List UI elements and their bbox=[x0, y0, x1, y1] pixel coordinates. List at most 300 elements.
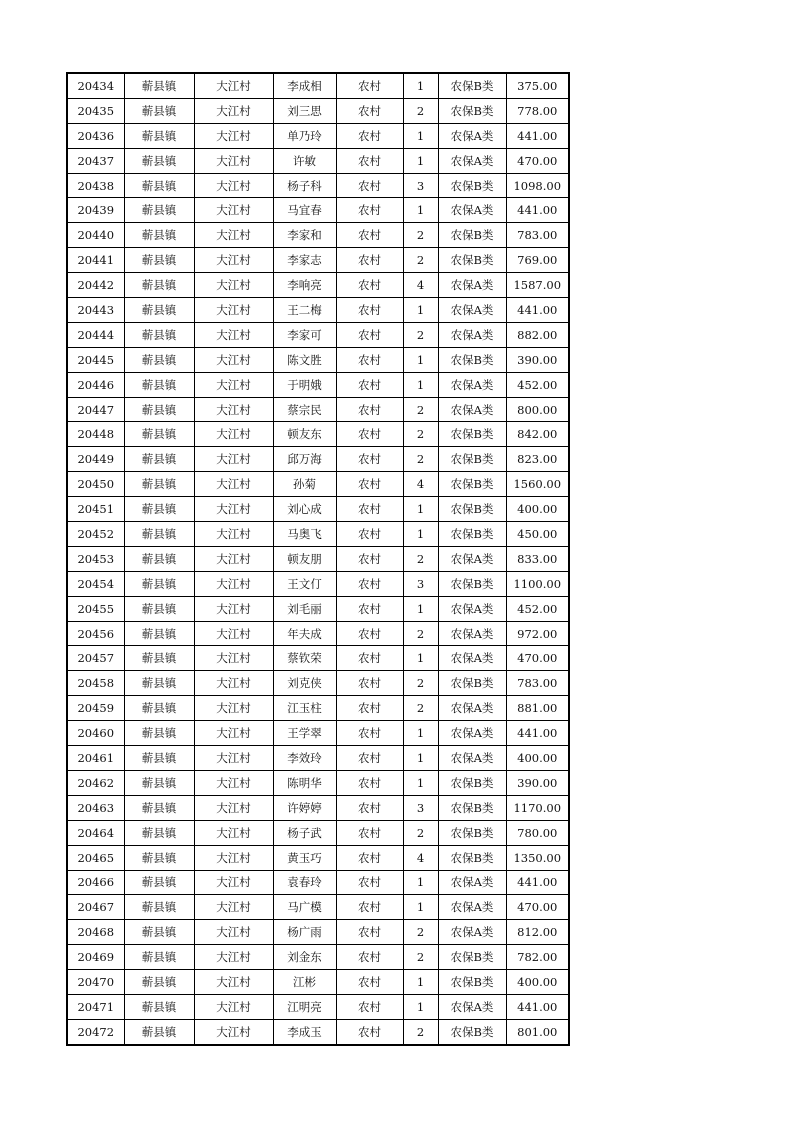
amount-cell: 783.00 bbox=[506, 223, 569, 248]
member-count-cell: 2 bbox=[403, 322, 438, 347]
record-id-cell: 20442 bbox=[67, 273, 124, 298]
household-type-cell: 农村 bbox=[336, 646, 403, 671]
village-cell: 大江村 bbox=[194, 273, 273, 298]
member-count-cell: 1 bbox=[403, 347, 438, 372]
table-row bbox=[67, 746, 569, 771]
household-type-cell: 农村 bbox=[336, 920, 403, 945]
town-cell: 蕲县镇 bbox=[124, 372, 194, 397]
household-type-cell: 农村 bbox=[336, 497, 403, 522]
amount-cell: 769.00 bbox=[506, 248, 569, 273]
amount-cell: 1170.00 bbox=[506, 795, 569, 820]
household-type-cell: 农村 bbox=[336, 73, 403, 98]
name-cell: 刘毛丽 bbox=[273, 596, 336, 621]
household-type-cell: 农村 bbox=[336, 945, 403, 970]
name-cell: 蔡宗民 bbox=[273, 397, 336, 422]
beneficiary-table bbox=[66, 72, 570, 1046]
member-count-cell: 3 bbox=[403, 571, 438, 596]
household-type-cell: 农村 bbox=[336, 298, 403, 323]
table-row bbox=[67, 322, 569, 347]
town-cell: 蕲县镇 bbox=[124, 1019, 194, 1044]
village-cell: 大江村 bbox=[194, 895, 273, 920]
village-cell: 大江村 bbox=[194, 671, 273, 696]
table-row bbox=[67, 870, 569, 895]
town-cell: 蕲县镇 bbox=[124, 945, 194, 970]
table-row bbox=[67, 721, 569, 746]
record-id-cell: 20458 bbox=[67, 671, 124, 696]
record-id-cell: 20452 bbox=[67, 522, 124, 547]
record-id-cell: 20438 bbox=[67, 173, 124, 198]
record-id-cell: 20441 bbox=[67, 248, 124, 273]
record-id-cell: 20464 bbox=[67, 820, 124, 845]
record-id-cell: 20446 bbox=[67, 372, 124, 397]
member-count-cell: 1 bbox=[403, 646, 438, 671]
household-type-cell: 农村 bbox=[336, 671, 403, 696]
amount-cell: 1098.00 bbox=[506, 173, 569, 198]
village-cell: 大江村 bbox=[194, 770, 273, 795]
village-cell: 大江村 bbox=[194, 447, 273, 472]
village-cell: 大江村 bbox=[194, 845, 273, 870]
record-id-cell: 20451 bbox=[67, 497, 124, 522]
member-count-cell: 2 bbox=[403, 920, 438, 945]
village-cell: 大江村 bbox=[194, 422, 273, 447]
town-cell: 蕲县镇 bbox=[124, 322, 194, 347]
table-row bbox=[67, 298, 569, 323]
record-id-cell: 20455 bbox=[67, 596, 124, 621]
amount-cell: 470.00 bbox=[506, 148, 569, 173]
amount-cell: 400.00 bbox=[506, 970, 569, 995]
insurance-category-cell: 农保B类 bbox=[438, 173, 506, 198]
insurance-category-cell: 农保A类 bbox=[438, 920, 506, 945]
table-row bbox=[67, 895, 569, 920]
table-row bbox=[67, 795, 569, 820]
amount-cell: 452.00 bbox=[506, 596, 569, 621]
name-cell: 江玉柱 bbox=[273, 696, 336, 721]
town-cell: 蕲县镇 bbox=[124, 347, 194, 372]
table-row bbox=[67, 472, 569, 497]
name-cell: 马广模 bbox=[273, 895, 336, 920]
amount-cell: 450.00 bbox=[506, 522, 569, 547]
table-row bbox=[67, 596, 569, 621]
household-type-cell: 农村 bbox=[336, 322, 403, 347]
record-id-cell: 20468 bbox=[67, 920, 124, 945]
town-cell: 蕲县镇 bbox=[124, 571, 194, 596]
member-count-cell: 1 bbox=[403, 895, 438, 920]
record-id-cell: 20434 bbox=[67, 73, 124, 98]
insurance-category-cell: 农保B类 bbox=[438, 1019, 506, 1044]
household-type-cell: 农村 bbox=[336, 746, 403, 771]
amount-cell: 778.00 bbox=[506, 98, 569, 123]
village-cell: 大江村 bbox=[194, 1019, 273, 1044]
town-cell: 蕲县镇 bbox=[124, 845, 194, 870]
amount-cell: 441.00 bbox=[506, 721, 569, 746]
table-row bbox=[67, 920, 569, 945]
amount-cell: 441.00 bbox=[506, 994, 569, 1019]
village-cell: 大江村 bbox=[194, 820, 273, 845]
insurance-category-cell: 农保A类 bbox=[438, 994, 506, 1019]
insurance-category-cell: 农保B类 bbox=[438, 497, 506, 522]
table-body bbox=[67, 73, 569, 1045]
name-cell: 顿友朋 bbox=[273, 546, 336, 571]
name-cell: 许敏 bbox=[273, 148, 336, 173]
member-count-cell: 1 bbox=[403, 497, 438, 522]
household-type-cell: 农村 bbox=[336, 248, 403, 273]
household-type-cell: 农村 bbox=[336, 870, 403, 895]
village-cell: 大江村 bbox=[194, 621, 273, 646]
insurance-category-cell: 农保B类 bbox=[438, 347, 506, 372]
household-type-cell: 农村 bbox=[336, 770, 403, 795]
name-cell: 黄玉巧 bbox=[273, 845, 336, 870]
insurance-category-cell: 农保A类 bbox=[438, 397, 506, 422]
village-cell: 大江村 bbox=[194, 123, 273, 148]
insurance-category-cell: 农保A类 bbox=[438, 298, 506, 323]
village-cell: 大江村 bbox=[194, 746, 273, 771]
table-row bbox=[67, 671, 569, 696]
village-cell: 大江村 bbox=[194, 546, 273, 571]
village-cell: 大江村 bbox=[194, 994, 273, 1019]
member-count-cell: 1 bbox=[403, 596, 438, 621]
table-row bbox=[67, 98, 569, 123]
amount-cell: 441.00 bbox=[506, 123, 569, 148]
name-cell: 王文仃 bbox=[273, 571, 336, 596]
table-row bbox=[67, 696, 569, 721]
name-cell: 刘心成 bbox=[273, 497, 336, 522]
member-count-cell: 2 bbox=[403, 945, 438, 970]
insurance-category-cell: 农保A类 bbox=[438, 273, 506, 298]
record-id-cell: 20443 bbox=[67, 298, 124, 323]
amount-cell: 470.00 bbox=[506, 646, 569, 671]
household-type-cell: 农村 bbox=[336, 970, 403, 995]
record-id-cell: 20466 bbox=[67, 870, 124, 895]
amount-cell: 801.00 bbox=[506, 1019, 569, 1044]
town-cell: 蕲县镇 bbox=[124, 895, 194, 920]
household-type-cell: 农村 bbox=[336, 397, 403, 422]
town-cell: 蕲县镇 bbox=[124, 98, 194, 123]
member-count-cell: 1 bbox=[403, 970, 438, 995]
insurance-category-cell: 农保A类 bbox=[438, 621, 506, 646]
town-cell: 蕲县镇 bbox=[124, 198, 194, 223]
insurance-category-cell: 农保A类 bbox=[438, 322, 506, 347]
household-type-cell: 农村 bbox=[336, 1019, 403, 1044]
member-count-cell: 1 bbox=[403, 721, 438, 746]
record-id-cell: 20437 bbox=[67, 148, 124, 173]
insurance-category-cell: 农保A类 bbox=[438, 746, 506, 771]
record-id-cell: 20457 bbox=[67, 646, 124, 671]
insurance-category-cell: 农保A类 bbox=[438, 870, 506, 895]
town-cell: 蕲县镇 bbox=[124, 994, 194, 1019]
village-cell: 大江村 bbox=[194, 173, 273, 198]
name-cell: 马宜春 bbox=[273, 198, 336, 223]
record-id-cell: 20436 bbox=[67, 123, 124, 148]
amount-cell: 812.00 bbox=[506, 920, 569, 945]
member-count-cell: 1 bbox=[403, 198, 438, 223]
village-cell: 大江村 bbox=[194, 870, 273, 895]
name-cell: 杨子武 bbox=[273, 820, 336, 845]
record-id-cell: 20445 bbox=[67, 347, 124, 372]
village-cell: 大江村 bbox=[194, 497, 273, 522]
table-row bbox=[67, 372, 569, 397]
record-id-cell: 20465 bbox=[67, 845, 124, 870]
record-id-cell: 20461 bbox=[67, 746, 124, 771]
record-id-cell: 20472 bbox=[67, 1019, 124, 1044]
table-row bbox=[67, 347, 569, 372]
insurance-category-cell: 农保B类 bbox=[438, 795, 506, 820]
household-type-cell: 农村 bbox=[336, 98, 403, 123]
table-row bbox=[67, 73, 569, 98]
amount-cell: 441.00 bbox=[506, 198, 569, 223]
name-cell: 杨子科 bbox=[273, 173, 336, 198]
town-cell: 蕲县镇 bbox=[124, 795, 194, 820]
record-id-cell: 20467 bbox=[67, 895, 124, 920]
village-cell: 大江村 bbox=[194, 347, 273, 372]
record-id-cell: 20463 bbox=[67, 795, 124, 820]
member-count-cell: 1 bbox=[403, 994, 438, 1019]
member-count-cell: 3 bbox=[403, 173, 438, 198]
town-cell: 蕲县镇 bbox=[124, 397, 194, 422]
name-cell: 江明亮 bbox=[273, 994, 336, 1019]
household-type-cell: 农村 bbox=[336, 596, 403, 621]
member-count-cell: 1 bbox=[403, 870, 438, 895]
record-id-cell: 20435 bbox=[67, 98, 124, 123]
name-cell: 刘金东 bbox=[273, 945, 336, 970]
town-cell: 蕲县镇 bbox=[124, 447, 194, 472]
table-row bbox=[67, 621, 569, 646]
village-cell: 大江村 bbox=[194, 795, 273, 820]
insurance-category-cell: 农保B类 bbox=[438, 447, 506, 472]
insurance-category-cell: 农保B类 bbox=[438, 472, 506, 497]
record-id-cell: 20450 bbox=[67, 472, 124, 497]
name-cell: 刘三思 bbox=[273, 98, 336, 123]
record-id-cell: 20444 bbox=[67, 322, 124, 347]
town-cell: 蕲县镇 bbox=[124, 472, 194, 497]
insurance-category-cell: 农保A类 bbox=[438, 123, 506, 148]
village-cell: 大江村 bbox=[194, 920, 273, 945]
insurance-category-cell: 农保B类 bbox=[438, 945, 506, 970]
amount-cell: 881.00 bbox=[506, 696, 569, 721]
household-type-cell: 农村 bbox=[336, 273, 403, 298]
name-cell: 于明娥 bbox=[273, 372, 336, 397]
member-count-cell: 2 bbox=[403, 671, 438, 696]
town-cell: 蕲县镇 bbox=[124, 148, 194, 173]
record-id-cell: 20453 bbox=[67, 546, 124, 571]
amount-cell: 390.00 bbox=[506, 347, 569, 372]
table-row bbox=[67, 820, 569, 845]
name-cell: 单乃玲 bbox=[273, 123, 336, 148]
household-type-cell: 农村 bbox=[336, 522, 403, 547]
record-id-cell: 20440 bbox=[67, 223, 124, 248]
insurance-category-cell: 农保B类 bbox=[438, 845, 506, 870]
table-row bbox=[67, 994, 569, 1019]
household-type-cell: 农村 bbox=[336, 422, 403, 447]
amount-cell: 782.00 bbox=[506, 945, 569, 970]
record-id-cell: 20456 bbox=[67, 621, 124, 646]
member-count-cell: 1 bbox=[403, 746, 438, 771]
household-type-cell: 农村 bbox=[336, 447, 403, 472]
household-type-cell: 农村 bbox=[336, 994, 403, 1019]
member-count-cell: 2 bbox=[403, 621, 438, 646]
town-cell: 蕲县镇 bbox=[124, 546, 194, 571]
table-row bbox=[67, 646, 569, 671]
village-cell: 大江村 bbox=[194, 945, 273, 970]
village-cell: 大江村 bbox=[194, 970, 273, 995]
table-row bbox=[67, 845, 569, 870]
town-cell: 蕲县镇 bbox=[124, 522, 194, 547]
member-count-cell: 2 bbox=[403, 447, 438, 472]
town-cell: 蕲县镇 bbox=[124, 248, 194, 273]
town-cell: 蕲县镇 bbox=[124, 721, 194, 746]
name-cell: 江彬 bbox=[273, 970, 336, 995]
member-count-cell: 1 bbox=[403, 298, 438, 323]
table-row bbox=[67, 223, 569, 248]
household-type-cell: 农村 bbox=[336, 546, 403, 571]
name-cell: 李家志 bbox=[273, 248, 336, 273]
insurance-category-cell: 农保A类 bbox=[438, 546, 506, 571]
town-cell: 蕲县镇 bbox=[124, 920, 194, 945]
name-cell: 蔡钦荣 bbox=[273, 646, 336, 671]
town-cell: 蕲县镇 bbox=[124, 497, 194, 522]
member-count-cell: 2 bbox=[403, 223, 438, 248]
name-cell: 陈明华 bbox=[273, 770, 336, 795]
member-count-cell: 2 bbox=[403, 820, 438, 845]
town-cell: 蕲县镇 bbox=[124, 273, 194, 298]
village-cell: 大江村 bbox=[194, 522, 273, 547]
village-cell: 大江村 bbox=[194, 696, 273, 721]
town-cell: 蕲县镇 bbox=[124, 870, 194, 895]
member-count-cell: 1 bbox=[403, 522, 438, 547]
household-type-cell: 农村 bbox=[336, 721, 403, 746]
town-cell: 蕲县镇 bbox=[124, 621, 194, 646]
household-type-cell: 农村 bbox=[336, 621, 403, 646]
household-type-cell: 农村 bbox=[336, 198, 403, 223]
table-row bbox=[67, 198, 569, 223]
insurance-category-cell: 农保B类 bbox=[438, 522, 506, 547]
insurance-category-cell: 农保A类 bbox=[438, 372, 506, 397]
amount-cell: 833.00 bbox=[506, 546, 569, 571]
village-cell: 大江村 bbox=[194, 472, 273, 497]
table-row bbox=[67, 248, 569, 273]
name-cell: 王二梅 bbox=[273, 298, 336, 323]
record-id-cell: 20439 bbox=[67, 198, 124, 223]
insurance-category-cell: 农保A类 bbox=[438, 596, 506, 621]
name-cell: 孙菊 bbox=[273, 472, 336, 497]
name-cell: 李家和 bbox=[273, 223, 336, 248]
amount-cell: 882.00 bbox=[506, 322, 569, 347]
village-cell: 大江村 bbox=[194, 148, 273, 173]
amount-cell: 1100.00 bbox=[506, 571, 569, 596]
member-count-cell: 1 bbox=[403, 770, 438, 795]
town-cell: 蕲县镇 bbox=[124, 596, 194, 621]
village-cell: 大江村 bbox=[194, 223, 273, 248]
village-cell: 大江村 bbox=[194, 571, 273, 596]
name-cell: 袁春玲 bbox=[273, 870, 336, 895]
insurance-category-cell: 农保A类 bbox=[438, 895, 506, 920]
name-cell: 杨广雨 bbox=[273, 920, 336, 945]
record-id-cell: 20459 bbox=[67, 696, 124, 721]
member-count-cell: 1 bbox=[403, 148, 438, 173]
town-cell: 蕲县镇 bbox=[124, 173, 194, 198]
table-row bbox=[67, 970, 569, 995]
member-count-cell: 2 bbox=[403, 1019, 438, 1044]
insurance-category-cell: 农保B类 bbox=[438, 970, 506, 995]
amount-cell: 400.00 bbox=[506, 746, 569, 771]
amount-cell: 441.00 bbox=[506, 298, 569, 323]
member-count-cell: 2 bbox=[403, 248, 438, 273]
village-cell: 大江村 bbox=[194, 322, 273, 347]
member-count-cell: 1 bbox=[403, 73, 438, 98]
table-row bbox=[67, 571, 569, 596]
member-count-cell: 4 bbox=[403, 273, 438, 298]
household-type-cell: 农村 bbox=[336, 173, 403, 198]
table-row bbox=[67, 1019, 569, 1044]
amount-cell: 823.00 bbox=[506, 447, 569, 472]
insurance-category-cell: 农保B类 bbox=[438, 98, 506, 123]
member-count-cell: 2 bbox=[403, 397, 438, 422]
member-count-cell: 2 bbox=[403, 422, 438, 447]
village-cell: 大江村 bbox=[194, 73, 273, 98]
household-type-cell: 农村 bbox=[336, 696, 403, 721]
village-cell: 大江村 bbox=[194, 298, 273, 323]
household-type-cell: 农村 bbox=[336, 845, 403, 870]
town-cell: 蕲县镇 bbox=[124, 770, 194, 795]
insurance-category-cell: 农保A类 bbox=[438, 646, 506, 671]
village-cell: 大江村 bbox=[194, 646, 273, 671]
household-type-cell: 农村 bbox=[336, 472, 403, 497]
table-row bbox=[67, 945, 569, 970]
town-cell: 蕲县镇 bbox=[124, 123, 194, 148]
household-type-cell: 农村 bbox=[336, 571, 403, 596]
record-id-cell: 20449 bbox=[67, 447, 124, 472]
table-row bbox=[67, 422, 569, 447]
table-row bbox=[67, 273, 569, 298]
name-cell: 年夫成 bbox=[273, 621, 336, 646]
village-cell: 大江村 bbox=[194, 98, 273, 123]
household-type-cell: 农村 bbox=[336, 223, 403, 248]
insurance-category-cell: 农保B类 bbox=[438, 671, 506, 696]
table-row bbox=[67, 123, 569, 148]
name-cell: 李家可 bbox=[273, 322, 336, 347]
insurance-category-cell: 农保A类 bbox=[438, 148, 506, 173]
member-count-cell: 2 bbox=[403, 546, 438, 571]
insurance-category-cell: 农保B类 bbox=[438, 571, 506, 596]
record-id-cell: 20447 bbox=[67, 397, 124, 422]
village-cell: 大江村 bbox=[194, 721, 273, 746]
household-type-cell: 农村 bbox=[336, 895, 403, 920]
village-cell: 大江村 bbox=[194, 397, 273, 422]
amount-cell: 842.00 bbox=[506, 422, 569, 447]
record-id-cell: 20471 bbox=[67, 994, 124, 1019]
amount-cell: 1350.00 bbox=[506, 845, 569, 870]
member-count-cell: 1 bbox=[403, 372, 438, 397]
amount-cell: 375.00 bbox=[506, 73, 569, 98]
amount-cell: 800.00 bbox=[506, 397, 569, 422]
name-cell: 李响亮 bbox=[273, 273, 336, 298]
amount-cell: 972.00 bbox=[506, 621, 569, 646]
household-type-cell: 农村 bbox=[336, 347, 403, 372]
member-count-cell: 3 bbox=[403, 795, 438, 820]
name-cell: 陈文胜 bbox=[273, 347, 336, 372]
member-count-cell: 4 bbox=[403, 845, 438, 870]
village-cell: 大江村 bbox=[194, 372, 273, 397]
insurance-category-cell: 农保B类 bbox=[438, 73, 506, 98]
record-id-cell: 20454 bbox=[67, 571, 124, 596]
household-type-cell: 农村 bbox=[336, 148, 403, 173]
amount-cell: 390.00 bbox=[506, 770, 569, 795]
name-cell: 李成相 bbox=[273, 73, 336, 98]
town-cell: 蕲县镇 bbox=[124, 646, 194, 671]
name-cell: 李成玉 bbox=[273, 1019, 336, 1044]
town-cell: 蕲县镇 bbox=[124, 73, 194, 98]
insurance-category-cell: 农保A类 bbox=[438, 721, 506, 746]
household-type-cell: 农村 bbox=[336, 372, 403, 397]
